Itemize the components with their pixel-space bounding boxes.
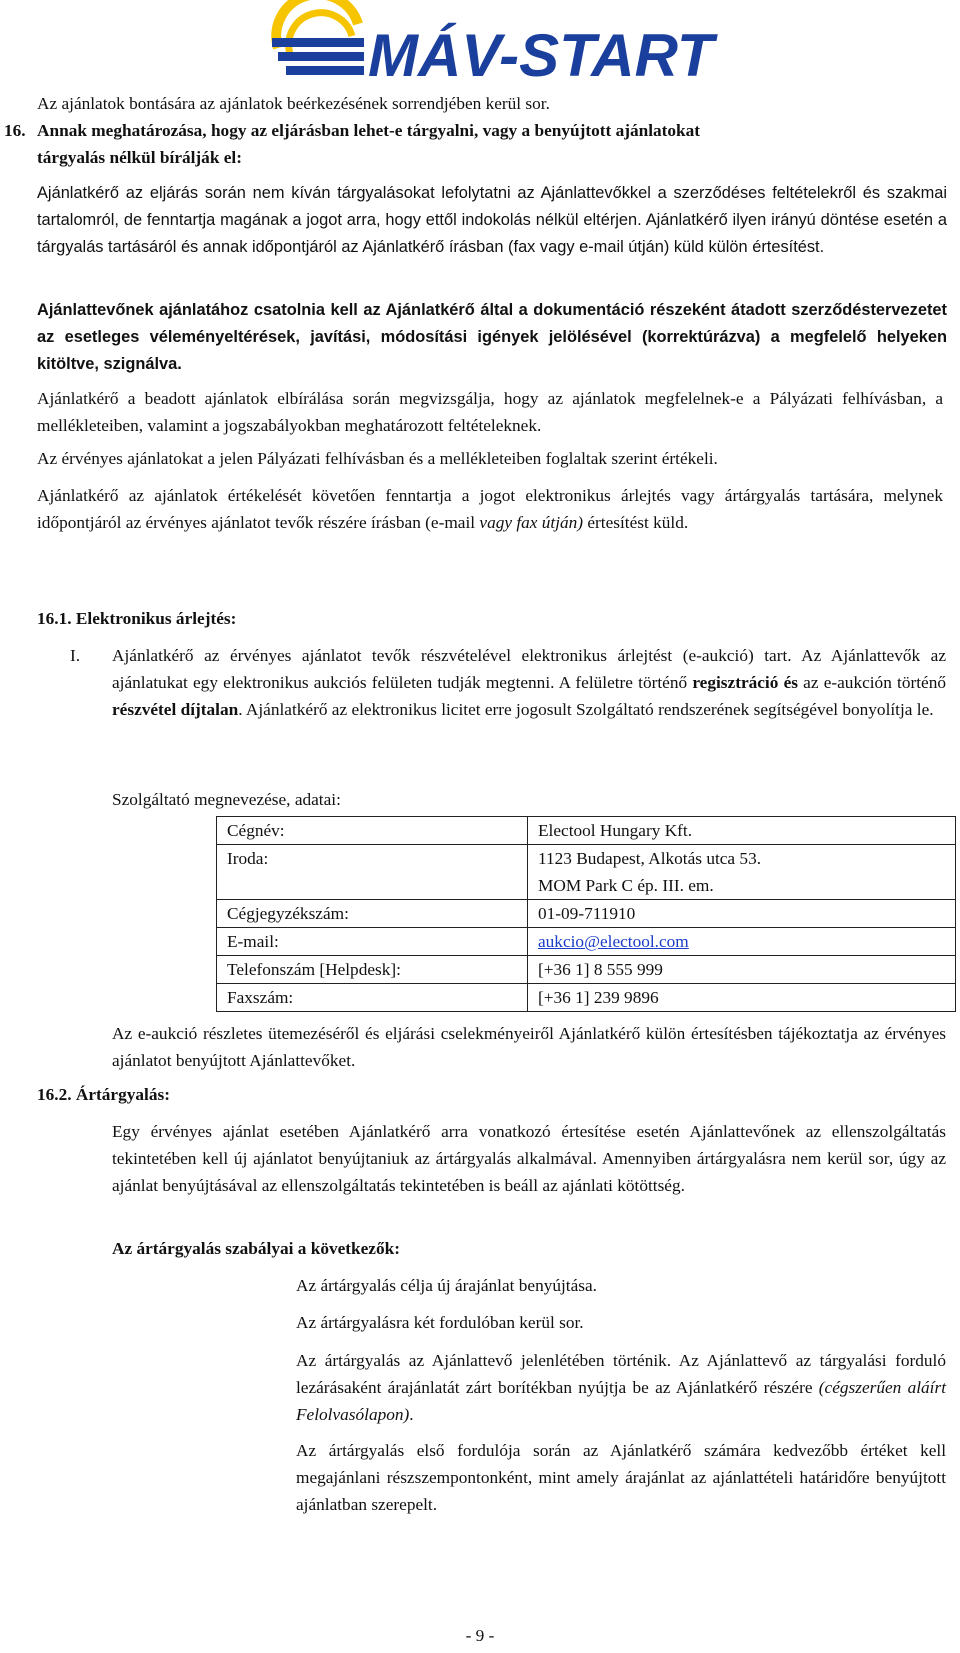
table-value [528, 928, 956, 956]
logo-graphic [272, 4, 714, 90]
email-link[interactable]: aukcio@electool.com [538, 932, 689, 951]
no-negotiation-paragraph [37, 180, 947, 261]
auction-reservation-text: Ajánlatkérő az ajánlatok értékelését követően fenntartja a jogot elektronikus árlejtés vagy ártárgyalás tartására, melynek időpontjáról az érvényes ajánlatot tevők részére írásban (e-mail [37, 486, 943, 532]
table-value: [+36 1] 8 555 999 [528, 956, 956, 984]
section-16-1-title: 16.1. Elektronikus árlejtés: [37, 609, 237, 628]
table-key: Iroda: [217, 845, 528, 900]
item-number: 16. [4, 121, 26, 140]
e-auction-bold-2: részvétel díjtalan [112, 700, 239, 719]
table-value: Electool Hungary Kft. [528, 817, 956, 845]
intro-paragraph: Az ajánlatok bontására az ajánlatok beérkezésének sorrendjében kerül sor. [37, 94, 550, 113]
roman-numeral: I. [70, 646, 81, 665]
rules-title: Az ártárgyalás szabályai a következők: [112, 1239, 400, 1258]
item-16-heading-line2: tárgyalás nélkül bírálják el: [37, 148, 242, 167]
table-row [217, 928, 956, 956]
rule-3-text: Az ártárgyalás az Ajánlattevő jelenlétében történik. Az Ajánlattevő az tárgyalási forduló lezárásaként árajánlatát zárt borítékban nyújtja be az Ajánlatkérő részére [296, 1351, 946, 1397]
mav-start-logo [272, 4, 714, 90]
table-row [217, 845, 956, 900]
auction-reservation-italic: vagy fax útján) [479, 513, 584, 532]
valid-offers-paragraph: Az érvényes ajánlatokat a jelen Pályázati felhívásban és a mellékleteiben foglaltak szerint értékeli. [37, 449, 718, 468]
table-value [528, 845, 956, 900]
price-negotiation-paragraph: Egy érvényes ajánlat esetében Ajánlatkérő arra vonatkozó értesítése esetén Ajánlattevőnek az ellenszolgáltatás tekintetében kell új ajánlatot benyújtaniuk az ártárgyalás alkalmával. Amennyiben ártárgyalásra nem kerül sor, úgy az ajánlat benyújtásával az ellenszolgáltatás tekintetében is beáll az ajánlati kötöttség. [112, 1122, 946, 1195]
rule-2: Az ártárgyalásra két fordulóban kerül sor. [296, 1313, 584, 1332]
provider-label: Szolgáltató megnevezése, adatai: [112, 790, 341, 809]
e-auction-text-3: . Ajánlatkérő az elektronikus licitet erre jogosult Szolgáltató rendszerének segítségével bonyolítja le. [238, 700, 934, 719]
no-negotiation-text: Ajánlatkérő az eljárás során nem kíván tárgyalásokat lefolytatni az Ajánlattevőkkel a szerződéses feltételekről és szakmai tartalomról, de fenntartja magának a jogot arra, hogy ettől indokolás nélkül eltérjen. [37, 184, 947, 229]
contract-draft-paragraph: Ajánlattevőnek ajánlatához csatolnia kell az Ajánlatkérő által a dokumentáció részeként átadott szerződéstervezetet az esetleges véleményeltérések, javítási, módosítási igények jelölésével (korrektúrázva) a megfelelő helyeken kitöltve, szignálva. [37, 301, 947, 373]
rule-1: Az ártárgyalás célja új árajánlat benyújtása. [296, 1276, 597, 1295]
page-number: - 9 - [465, 1626, 495, 1645]
table-row [217, 956, 956, 984]
address-line-1: 1123 Budapest, Alkotás utca 53. [538, 849, 762, 868]
e-auction-bold-1: regisztráció és [692, 673, 798, 692]
address-line-2: MOM Park C ép. III. em. [538, 876, 714, 895]
table-row [217, 817, 956, 845]
rule-4: Az ártárgyalás első fordulója során az Ajánlatkérő számára kedvezőbb értéket kell megajánlani részszempontonként, mint amely árajánlat az ajánlattételi határidőre benyújtott ajánlatban szerepelt. [296, 1441, 946, 1514]
rule-3 [296, 1347, 946, 1428]
table-value: 01-09-711910 [528, 900, 956, 928]
table-value: [+36 1] 239 9896 [528, 984, 956, 1012]
auction-reservation-end: értesítést küld. [583, 513, 689, 532]
e-auction-text-1: Ajánlatkérő az érvényes ajánlatot tevők részvételével elektronikus árlejtést (e-aukció) tart. Az Ajánlattevők az ajánlatukat egy elektronikus aukciós felületen tudják megtenni. A felületre történő [112, 646, 946, 692]
auction-reservation-paragraph [37, 482, 943, 536]
item-16-heading-line1: Annak meghatározása, hogy az eljárásban lehet-e tárgyalni, vagy a benyújtott ajánlatokat [37, 121, 701, 140]
e-auction-paragraph [112, 642, 946, 723]
table-row [217, 900, 956, 928]
rule-3-italic: (cégszerűen aláírt Felolvasólapon) [296, 1378, 946, 1424]
logo-text: MÁV-START [368, 22, 714, 89]
table-key: Telefonszám [Helpdesk]: [217, 956, 528, 984]
rule-3-end: . [409, 1405, 414, 1424]
table-key: Faxszám: [217, 984, 528, 1012]
provider-table [216, 816, 956, 1012]
table-key: Cégjegyzékszám: [217, 900, 528, 928]
evaluation-paragraph: Ajánlatkérő a beadott ajánlatok elbírálása során megvizsgálja, hogy az ajánlatok megfelelnek-e a Pályázati felhívásban, a mellékleteiben, valamint a jogszabályokban meghatározott feltételeknek. [37, 389, 943, 435]
e-auction-text-2: az e-aukción történő [797, 673, 946, 692]
e-auction-schedule-paragraph: Az e-aukció részletes ütemezéséről és eljárási cselekményeiről Ajánlatkérő külön értesítésben tájékoztatja az érvényes ajánlatot benyújtott Ajánlattevőket. [112, 1024, 946, 1070]
table-row [217, 984, 956, 1012]
notification-text: Ajánlatkérő ilyen irányú döntése esetén a tárgyalás tartásáról és annak időpontjáról az Ajánlatkérő írásban (fax vagy e-mail útján) küld külön értesítést. [37, 211, 947, 256]
table-key: Cégnév: [217, 817, 528, 845]
table-key: E-mail: [217, 928, 528, 956]
section-16-2-title: 16.2. Ártárgyalás: [37, 1085, 170, 1104]
